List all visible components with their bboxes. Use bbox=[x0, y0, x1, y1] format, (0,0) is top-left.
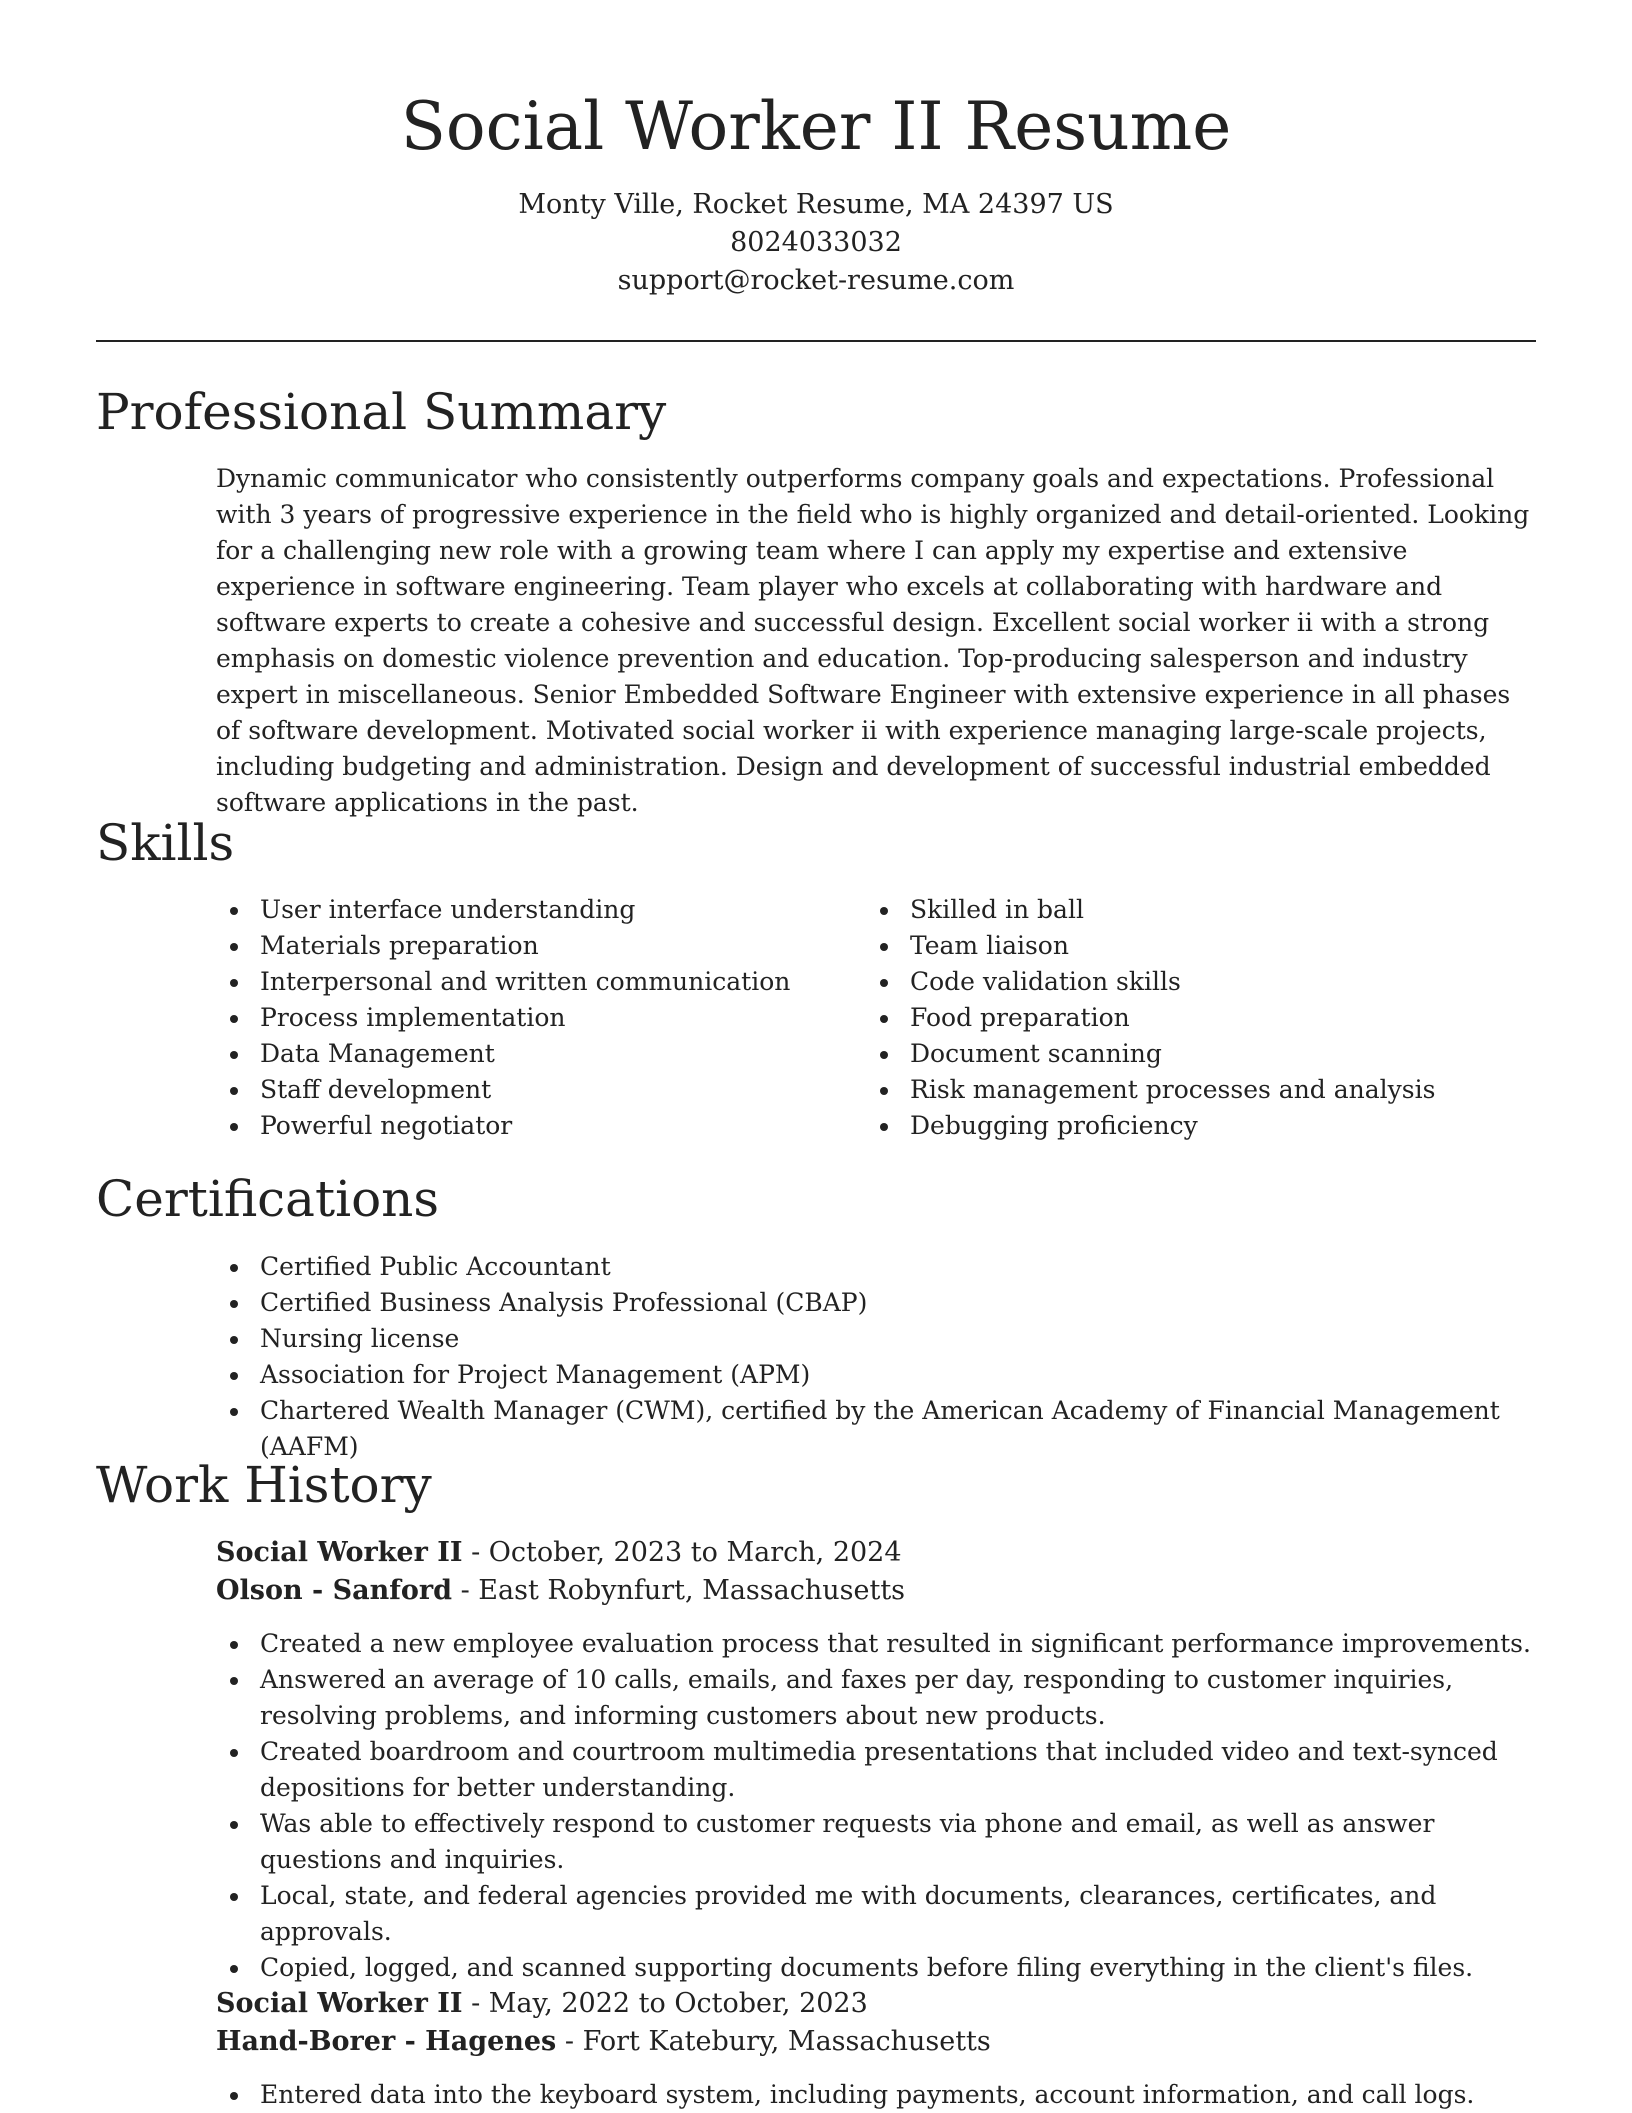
skill-item: Debugging proficiency bbox=[866, 1108, 1486, 1144]
skill-item: Process implementation bbox=[216, 1000, 836, 1036]
job-employer-line: Hand-Borer - Hagenes - Fort Katebury, Massachusetts bbox=[216, 2026, 991, 2057]
skills-left-column bbox=[216, 892, 836, 1144]
skill-item: Interpersonal and written communication bbox=[216, 964, 836, 1000]
job-location: Fort Katebury, Massachusetts bbox=[582, 2026, 991, 2057]
job-employer: Olson - Sanford bbox=[216, 1575, 452, 1606]
job-title-line: Social Worker II - October, 2023 to March, 2024 bbox=[216, 1537, 902, 1568]
job-entry bbox=[216, 1985, 1546, 2113]
job-title: Social Worker II bbox=[216, 1988, 463, 2019]
skill-item: Skilled in ball bbox=[866, 892, 1486, 928]
job-title: Social Worker II bbox=[216, 1537, 463, 1568]
certifications-list bbox=[216, 1249, 1546, 1465]
skill-item: User interface understanding bbox=[216, 892, 836, 928]
certification-item: Certified Business Analysis Professional (CBAP) bbox=[216, 1285, 1546, 1321]
work-history-heading: Work History bbox=[96, 1456, 432, 1514]
contact-block bbox=[0, 186, 1632, 300]
header-divider bbox=[96, 340, 1536, 342]
skill-item: Document scanning bbox=[866, 1036, 1486, 1072]
job-bullet: Entered data into the keyboard system, including payments, account information, and call logs. bbox=[216, 2077, 1546, 2113]
skill-item: Materials preparation bbox=[216, 928, 836, 964]
skill-item: Staff development bbox=[216, 1072, 836, 1108]
skills-heading: Skills bbox=[96, 814, 235, 872]
job-bullet: Copied, logged, and scanned supporting documents before filing everything in the client's files. bbox=[216, 1950, 1546, 1986]
certifications-heading: Certifications bbox=[96, 1170, 440, 1228]
skills-right-list bbox=[866, 892, 1486, 1144]
resume-header bbox=[0, 0, 1632, 300]
job-bullet: Local, state, and federal agencies provided me with documents, clearances, certificates, and approvals. bbox=[216, 1878, 1546, 1950]
job-bullet: Was able to effectively respond to customer requests via phone and email, as well as answer questions and inquiries. bbox=[216, 1806, 1546, 1878]
resume-title: Social Worker II Resume bbox=[400, 88, 1232, 165]
summary-text: Dynamic communicator who consistently outperforms company goals and expectations. Professional with 3 years of progressive experience in the field who is highly organized and detail-oriented. Looking for a challenging new role with a growing team where I can apply my expertise and extensive experience in software engineering. Team player who excels at collaborating with hardware and software experts to create a cohesive and successful design. Excellent social worker ii with a strong emphasis on domestic violence prevention and education. Top-producing salesperson and industry expert in miscellaneous. Senior Embedded Software Engineer with extensive experience in all phases of software development. Motivated social worker ii with experience managing large-scale projects, including budgeting and administration. Design and development of successful industrial embedded software applications in the past. bbox=[216, 464, 1530, 817]
job-bullet: Created boardroom and courtroom multimedia presentations that included video and text-synced depositions for better understanding. bbox=[216, 1734, 1546, 1806]
certification-item: Certified Public Accountant bbox=[216, 1249, 1546, 1285]
job-employer-line: Olson - Sanford - East Robynfurt, Massachusetts bbox=[216, 1575, 906, 1606]
job-title-line: Social Worker II - May, 2022 to October, 2023 bbox=[216, 1988, 868, 2019]
job-location: East Robynfurt, Massachusetts bbox=[478, 1575, 906, 1606]
job-bullet: Created a new employee evaluation process that resulted in significant performance improvements. bbox=[216, 1626, 1546, 1662]
skill-item: Data Management bbox=[216, 1036, 836, 1072]
certifications-block bbox=[216, 1249, 1546, 1465]
skill-item: Code validation skills bbox=[866, 964, 1486, 1000]
job-entry bbox=[216, 1534, 1546, 1986]
certification-item: Nursing license bbox=[216, 1321, 1546, 1357]
contact-email: support@rocket-resume.com bbox=[617, 265, 1015, 296]
skill-item: Food preparation bbox=[866, 1000, 1486, 1036]
job-bullet: Answered an average of 10 calls, emails, and faxes per day, responding to customer inquiries, resolving problems, and informing customers about new products. bbox=[216, 1662, 1546, 1734]
job-employer: Hand-Borer - Hagenes bbox=[216, 2026, 557, 2057]
certification-item: Chartered Wealth Manager (CWM), certified by the American Academy of Financial Management (AAFM) bbox=[216, 1393, 1546, 1465]
contact-phone: 8024033032 bbox=[730, 227, 902, 258]
job-bullets bbox=[216, 1626, 1546, 1986]
job-dates: May, 2022 to October, 2023 bbox=[488, 1988, 868, 2019]
skill-item: Powerful negotiator bbox=[216, 1108, 836, 1144]
job-dates: October, 2023 to March, 2024 bbox=[488, 1537, 902, 1568]
skills-right-column bbox=[866, 892, 1486, 1144]
contact-address: Monty Ville, Rocket Resume, MA 24397 US bbox=[518, 189, 1114, 220]
job-bullets bbox=[216, 2077, 1546, 2113]
skills-left-list bbox=[216, 892, 836, 1144]
skill-item: Risk management processes and analysis bbox=[866, 1072, 1486, 1108]
certification-item: Association for Project Management (APM) bbox=[216, 1357, 1546, 1393]
skill-item: Team liaison bbox=[866, 928, 1486, 964]
summary-heading: Professional Summary bbox=[96, 383, 667, 441]
